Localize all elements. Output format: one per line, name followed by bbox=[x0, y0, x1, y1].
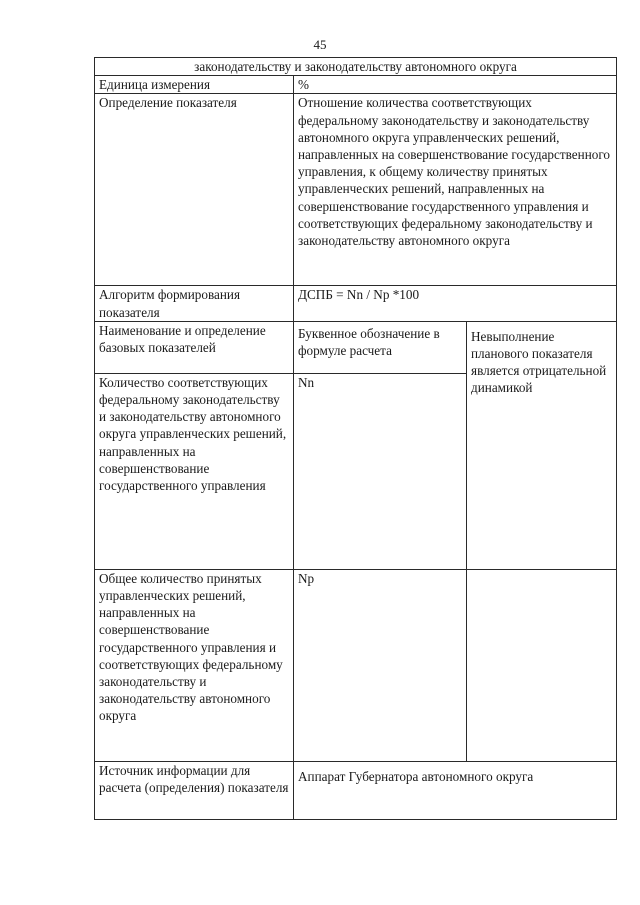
base-indicators-label: Наименование и определение базовых показателей bbox=[95, 321, 294, 373]
definition-label: Определение показателя bbox=[95, 94, 294, 286]
indicator-passport-table bbox=[94, 57, 617, 820]
base-indicator-1-symbol: Nn bbox=[294, 373, 467, 569]
unit-value: % bbox=[294, 76, 617, 94]
base-indicator-2-name: Общее количество принятых управленческих решений, направленных на совершенствование государственного управления и соответствующих федеральному законодательству и законодательству автономного округа bbox=[95, 569, 294, 761]
base-indicator-1-name: Количество соответствующих федеральному законодательству и законодательству автономного округа управленческих решений, направленных на совершенствование государственного управления bbox=[95, 373, 294, 569]
empty-cell bbox=[467, 569, 617, 761]
source-label: Источник информации для расчета (определения) показателя bbox=[95, 761, 294, 819]
page-number: 45 bbox=[313, 37, 327, 52]
table-row bbox=[95, 569, 617, 761]
unit-label: Единица измерения bbox=[95, 76, 294, 94]
source-value: Аппарат Губернатора автономного округа bbox=[294, 761, 617, 819]
table-row bbox=[95, 76, 617, 94]
table-row bbox=[95, 94, 617, 286]
algorithm-label: Алгоритм формирования показателя bbox=[95, 286, 294, 321]
base-indicator-2-symbol: Np bbox=[294, 569, 467, 761]
letter-designation-label: Буквенное обозначение в формуле расчета bbox=[294, 321, 467, 373]
header-continuation: законодательству и законодательству автономного округа bbox=[95, 58, 617, 76]
table-row bbox=[95, 286, 617, 321]
algorithm-formula: ДСПБ = Nn / Np *100 bbox=[294, 286, 617, 321]
table-row bbox=[95, 321, 617, 373]
definition-text: Отношение количества соответствующих федеральному законодательству и законодательству автономного округа управленческих решений, направленных на совершенствование государственного управления, к общему количеству принятых управленческих решений, направленных на совершенствование государственного управления и соответствующих федеральному законодательству и законодательству автономного округа bbox=[294, 94, 617, 286]
table-row bbox=[95, 761, 617, 819]
note-text: Невыполнение планового показателя является отрицательной динамикой bbox=[467, 321, 617, 569]
table-row bbox=[95, 58, 617, 76]
